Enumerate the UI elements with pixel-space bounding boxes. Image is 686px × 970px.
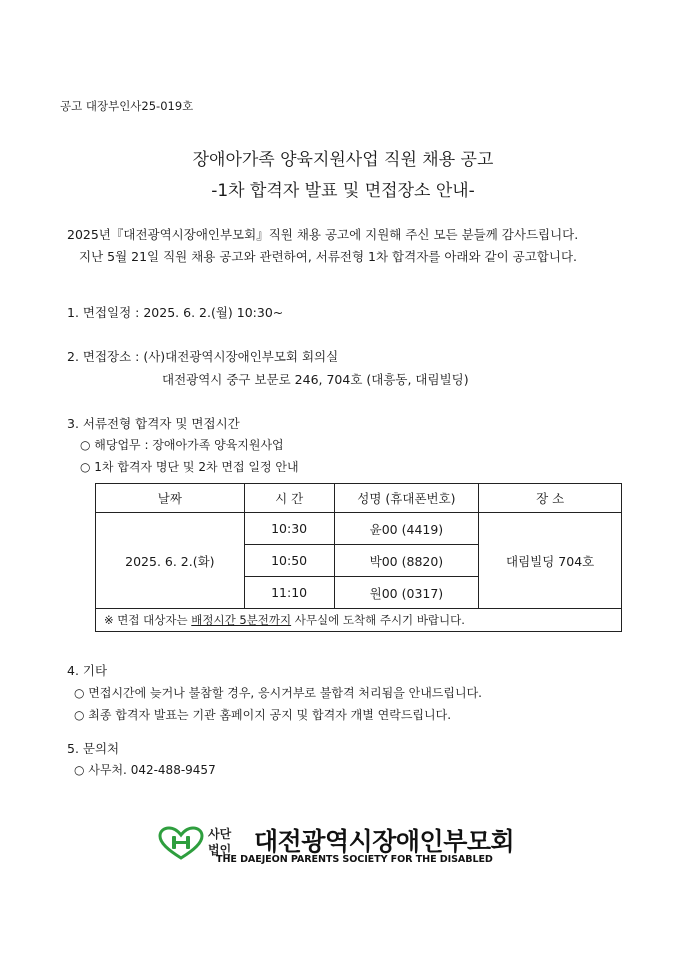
page-subtitle: -1차 합격자 발표 및 면접장소 안내- <box>211 181 475 201</box>
other-item-2: ○ 최종 합격자 발표는 기관 홈페이지 공지 및 합격자 개별 연락드립니다. <box>74 708 452 722</box>
table-row <box>96 513 622 545</box>
organization-name-korean: 대전광역시장애인부모회 <box>254 827 515 856</box>
header-time: 시 간 <box>244 484 334 513</box>
table-note-row <box>96 609 622 632</box>
note-suffix: 사무실에 도착해 주시기 바랍니다. <box>291 613 465 627</box>
intro-line-2: 지난 5월 21일 직원 채용 공고와 관련하여, 서류전형 1차 합격자를 아래와 같이 공고합니다. <box>79 249 577 264</box>
section-other: 4. 기타 <box>67 663 108 678</box>
applicant-cell: 윤00 (4419) <box>334 513 479 545</box>
interview-date-cell: 2025. 6. 2.(화) <box>96 513 245 609</box>
organization-name-english: THE DAEJEON PARENTS SOCIETY FOR THE DISABLED <box>216 854 493 865</box>
section-contact: 5. 문의처 <box>67 741 120 756</box>
time-cell: 10:30 <box>244 513 334 545</box>
schedule-table <box>95 483 622 632</box>
results-job-item: ○ 해당업무 : 장애아가족 양육지원사업 <box>80 438 284 452</box>
table-header-row <box>96 484 622 513</box>
time-cell: 10:50 <box>244 545 334 577</box>
header-place: 장 소 <box>479 484 622 513</box>
corporation-type-line2: 법인 <box>208 843 232 857</box>
header-name-phone: 성명 (휴대폰번호) <box>334 484 479 513</box>
interview-address: 대전광역시 중구 보문로 246, 704호 (대흥동, 대림빌딩) <box>162 372 469 387</box>
intro-line-1: 2025년『대전광역시장애인부모회』직원 채용 공고에 지원해 주신 모든 분들께 감사드립니다. <box>67 227 579 242</box>
section-interview-location: 2. 면접장소 : (사)대전광역시장애인부모회 회의실 <box>67 349 339 364</box>
results-list-item: ○ 1차 합격자 명단 및 2차 면접 일정 안내 <box>80 460 299 474</box>
section-interview-schedule: 1. 면접일정 : 2025. 6. 2.(월) 10:30~ <box>67 305 284 320</box>
place-cell: 대림빌딩 704호 <box>479 513 622 609</box>
applicant-cell: 원00 (0317) <box>334 577 479 609</box>
table-note <box>96 609 622 632</box>
notice-number: 공고 대장부인사25-019호 <box>60 99 194 113</box>
time-cell: 11:10 <box>244 577 334 609</box>
contact-item: ○ 사무처. 042-488-9457 <box>74 763 216 777</box>
section-results: 3. 서류전형 합격자 및 면접시간 <box>67 416 240 431</box>
note-underlined: 배정시간 5분전까지 <box>191 613 292 627</box>
organization-logo-icon <box>158 826 204 860</box>
note-prefix: ※ 면접 대상자는 <box>104 613 192 627</box>
corporation-type-line1: 사단 <box>208 827 232 841</box>
header-date: 날짜 <box>96 484 245 513</box>
page-title: 장애아가족 양육지원사업 직원 채용 공고 <box>192 150 494 170</box>
other-item-1: ○ 면접시간에 늦거나 불참할 경우, 응시거부로 불합격 처리됨을 안내드립니다. <box>74 686 482 700</box>
applicant-cell: 박00 (8820) <box>334 545 479 577</box>
